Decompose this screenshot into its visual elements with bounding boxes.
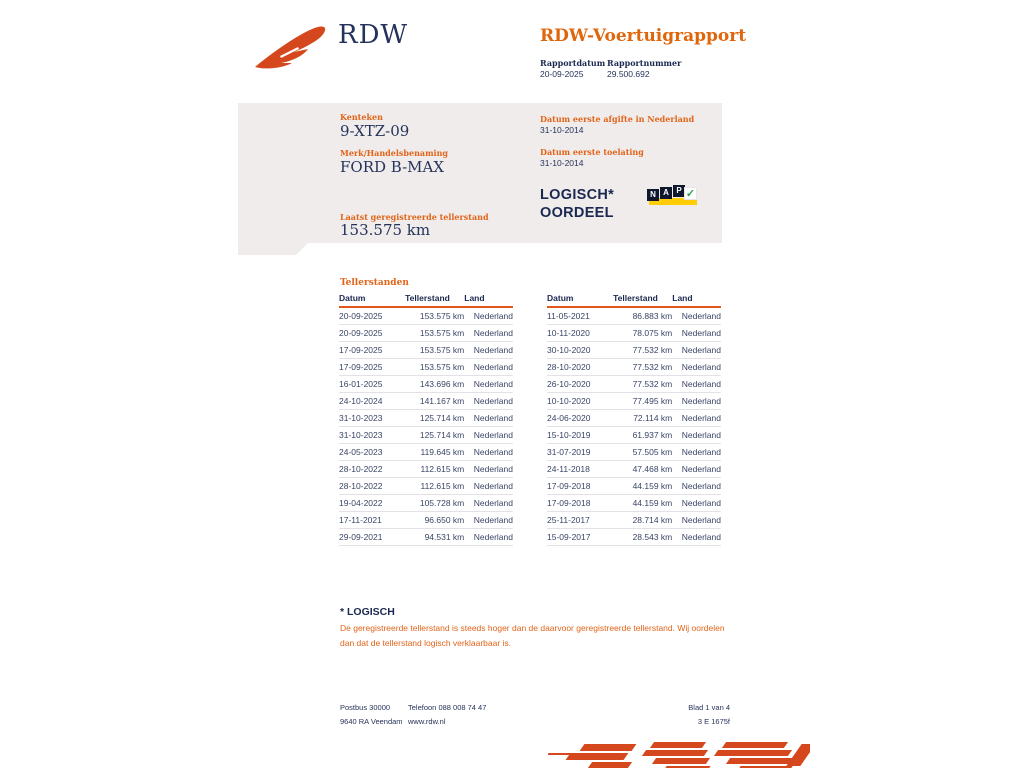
cell-datum: 30-10-2020 [547,342,613,359]
table-row [547,359,721,376]
cell-land: Nederland [672,307,721,325]
table-header-row [339,291,513,307]
table-row [339,325,513,342]
cell-land: Nederland [464,359,513,376]
table-row [547,444,721,461]
flag-bar [588,762,632,768]
oordeel-text [540,186,614,222]
afgifte-label: Datum eerste afgifte in Nederland [540,114,695,124]
footer-phone: Telefoon 088 008 74 47 [408,703,487,712]
cell-land: Nederland [464,410,513,427]
cell-datum: 31-10-2023 [339,427,405,444]
nap-letter-a: A [660,187,672,199]
table-row [339,444,513,461]
flag-bar [642,750,708,756]
cell-land: Nederland [464,529,513,546]
cell-datum: 24-06-2020 [547,410,613,427]
cell-tellerstand: 112.615 km [405,478,464,495]
cell-tellerstand: 153.575 km [405,359,464,376]
cell-tellerstand: 78.075 km [613,325,672,342]
table-row [339,410,513,427]
cell-land: Nederland [672,359,721,376]
cell-land: Nederland [672,342,721,359]
cell-tellerstand: 96.650 km [405,512,464,529]
cell-land: Nederland [464,427,513,444]
cell-datum: 17-11-2021 [339,512,405,529]
table-row [339,393,513,410]
col-header-land: Land [672,291,721,307]
cell-datum: 16-01-2025 [339,376,405,393]
cell-land: Nederland [672,410,721,427]
report-date-value: 20-09-2025 [540,69,584,79]
merk-label: Merk/Handelsbenaming [340,148,449,158]
col-header-datum: Datum [547,291,613,307]
cell-land: Nederland [672,325,721,342]
nap-checkmark-icon: ✓ [685,188,696,200]
cell-land: Nederland [464,461,513,478]
tellerstanden-table-left [339,291,513,546]
cell-land: Nederland [464,512,513,529]
cell-datum: 24-05-2023 [339,444,405,461]
cell-datum: 17-09-2025 [339,359,405,376]
rdw-wing-logo-icon [252,18,332,72]
cell-land: Nederland [464,444,513,461]
cell-datum: 24-11-2018 [547,461,613,478]
table-row [547,393,721,410]
cell-tellerstand: 94.531 km [405,529,464,546]
cell-tellerstand: 141.167 km [405,393,464,410]
cell-datum: 20-09-2025 [339,325,405,342]
cell-datum: 20-09-2025 [339,307,405,325]
cell-land: Nederland [464,478,513,495]
afgifte-value: 31-10-2014 [540,125,584,135]
tellerstanden-table-right [547,291,721,546]
table-row [339,461,513,478]
toelating-label: Datum eerste toelating [540,147,644,157]
cell-tellerstand: 86.883 km [613,307,672,325]
rdw-logo-text: RDW [338,20,409,50]
flag-bar [580,744,637,751]
col-header-datum: Datum [339,291,405,307]
cell-land: Nederland [464,393,513,410]
cell-land: Nederland [672,393,721,410]
table-row [547,529,721,546]
cell-datum: 26-10-2020 [547,376,613,393]
flag-bar [726,758,796,764]
table-row [547,376,721,393]
logisch-footnote-text: De geregistreerde tellerstand is steeds hoger dan de daarvoor geregistreerde tellerstand. Wij oordelen dan dat de tellerstand logisch verklaarbaar is. [340,623,725,648]
cell-land: Nederland [672,512,721,529]
cell-tellerstand: 57.505 km [613,444,672,461]
table-row [339,307,513,325]
table-row [547,427,721,444]
rdw-flag-graphic [548,739,810,768]
cell-datum: 29-09-2021 [339,529,405,546]
report-date-label: Rapportdatum [540,58,606,68]
cell-land: Nederland [672,376,721,393]
cell-datum: 11-05-2021 [547,307,613,325]
cell-datum: 28-10-2022 [339,461,405,478]
flag-bar [566,753,629,760]
cell-land: Nederland [672,478,721,495]
cell-datum: 31-10-2023 [339,410,405,427]
footer-page-number: Blad 1 van 4 [688,703,730,712]
flag-bar [722,742,788,748]
cell-tellerstand: 105.728 km [405,495,464,512]
cell-datum: 15-09-2017 [547,529,613,546]
nap-letter-p: P [673,185,685,197]
cell-land: Nederland [464,342,513,359]
report-number-label: Rapportnummer [607,58,682,68]
table-row [339,359,513,376]
cell-land: Nederland [464,325,513,342]
cell-datum: 17-09-2018 [547,478,613,495]
cell-datum: 10-10-2020 [547,393,613,410]
table-row [547,495,721,512]
table-row [547,325,721,342]
cell-datum: 28-10-2020 [547,359,613,376]
cell-tellerstand: 28.714 km [613,512,672,529]
table-row [339,495,513,512]
footer-address-line2: 9640 RA Veendam [340,717,403,726]
cell-tellerstand: 119.645 km [405,444,464,461]
flag-bar [714,750,792,756]
kenteken-value: 9-XTZ-09 [340,122,410,140]
cell-land: Nederland [672,444,721,461]
flag-bar [786,744,810,766]
cell-datum: 15-10-2019 [547,427,613,444]
table-row [339,342,513,359]
col-header-tellerstand: Tellerstand [613,291,672,307]
oordeel-line2: OORDEEL [540,205,614,221]
table-row [547,410,721,427]
kenteken-label: Kenteken [340,112,383,122]
table-row [547,512,721,529]
cell-tellerstand: 153.575 km [405,325,464,342]
tellerstanden-title: Tellerstanden [340,278,409,288]
cell-tellerstand: 77.532 km [613,376,672,393]
report-number-value: 29.500.692 [607,69,650,79]
cell-land: Nederland [672,461,721,478]
cell-tellerstand: 61.937 km [613,427,672,444]
cell-datum: 25-11-2017 [547,512,613,529]
cell-datum: 17-09-2025 [339,342,405,359]
nap-letter-n: N [647,189,659,201]
cell-land: Nederland [464,495,513,512]
cell-land: Nederland [464,376,513,393]
table-row [547,461,721,478]
table-row [339,427,513,444]
flag-bar [652,758,710,764]
flag-bar [650,742,706,748]
panel-notch [238,243,308,255]
tellerstand-label: Laatst geregistreerde tellerstand [340,212,489,222]
vehicle-summary-panel [238,103,722,243]
cell-datum: 28-10-2022 [339,478,405,495]
table-row [339,512,513,529]
cell-tellerstand: 44.159 km [613,478,672,495]
cell-land: Nederland [672,427,721,444]
table-row [547,307,721,325]
oordeel-line1: LOGISCH* [540,187,615,203]
cell-tellerstand: 77.532 km [613,342,672,359]
table-row [339,478,513,495]
cell-tellerstand: 125.714 km [405,410,464,427]
table-row [339,529,513,546]
nap-logo [647,185,699,207]
footer-website-link[interactable]: www.rdw.nl [408,717,446,726]
table-header-row [547,291,721,307]
footer-form-code: 3 E 1675f [697,717,730,726]
table-row [339,376,513,393]
cell-datum: 19-04-2022 [339,495,405,512]
cell-tellerstand: 77.495 km [613,393,672,410]
cell-tellerstand: 72.114 km [613,410,672,427]
cell-land: Nederland [672,495,721,512]
cell-tellerstand: 143.696 km [405,376,464,393]
toelating-value: 31-10-2014 [540,158,584,168]
cell-tellerstand: 153.575 km [405,342,464,359]
table-row [547,342,721,359]
cell-tellerstand: 44.159 km [613,495,672,512]
cell-tellerstand: 153.575 km [405,307,464,325]
tellerstand-value: 153.575 km [340,221,431,239]
cell-land: Nederland [464,307,513,325]
cell-datum: 24-10-2024 [339,393,405,410]
cell-tellerstand: 77.532 km [613,359,672,376]
table-row [547,478,721,495]
merk-value: FORD B-MAX [340,158,445,176]
cell-datum: 17-09-2018 [547,495,613,512]
col-header-tellerstand: Tellerstand [405,291,464,307]
cell-tellerstand: 47.468 km [613,461,672,478]
cell-datum: 31-07-2019 [547,444,613,461]
cell-tellerstand: 112.615 km [405,461,464,478]
cell-tellerstand: 125.714 km [405,427,464,444]
cell-datum: 10-11-2020 [547,325,613,342]
footer-address-line1: Postbus 30000 [340,703,391,712]
col-header-land: Land [464,291,513,307]
cell-land: Nederland [672,529,721,546]
logisch-footnote-title: * LOGISCH [340,606,395,618]
cell-tellerstand: 28.543 km [613,529,672,546]
page-title: RDW-Voertuigrapport [540,26,747,46]
